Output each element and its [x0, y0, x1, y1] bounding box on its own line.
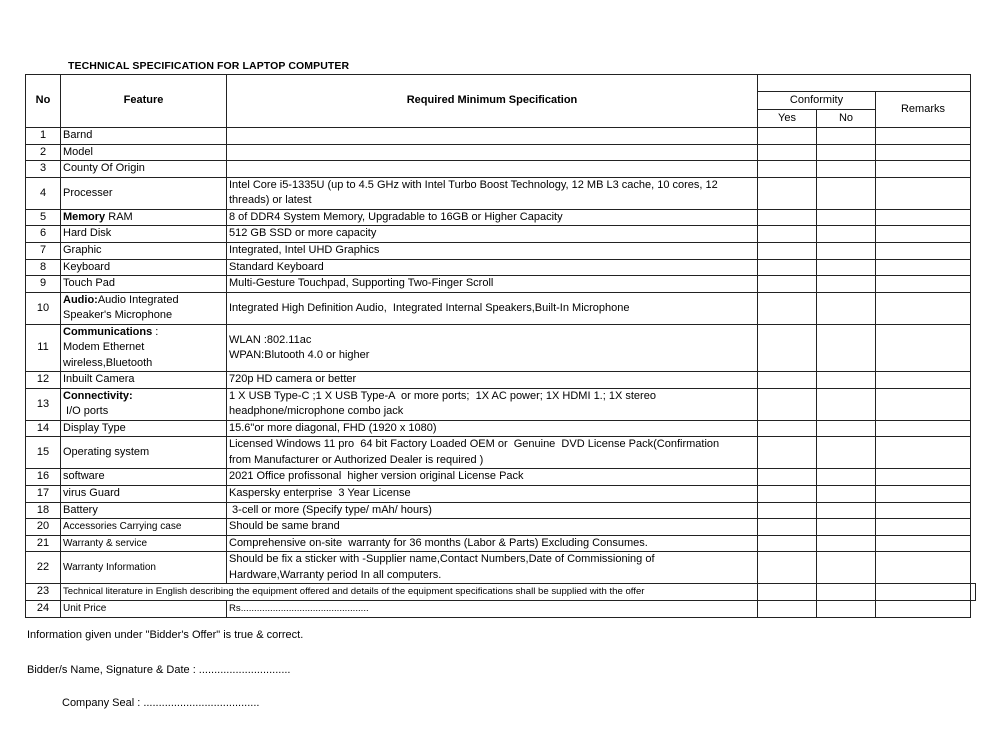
spec-text: Integrated, Intel UHD Graphics	[229, 244, 380, 257]
conformity-yes-cell[interactable]	[758, 161, 817, 178]
remarks-cell[interactable]	[876, 161, 971, 178]
feature-label-line: wireless,Bluetooth	[63, 356, 153, 369]
table-row	[26, 535, 976, 552]
table-row	[26, 161, 976, 178]
feature-cell	[61, 259, 227, 276]
row-number: 3	[26, 161, 61, 178]
table-row	[26, 276, 976, 293]
feature-label	[63, 486, 224, 502]
feature-label-text: Battery	[63, 503, 98, 516]
conformity-no-cell[interactable]	[817, 128, 876, 145]
feature-label-text: Touch Pad	[63, 277, 115, 290]
spec-cell	[227, 128, 758, 145]
table-row	[26, 388, 976, 420]
spec-text: 8 of DDR4 System Memory, Upgradable to 16GB or Higher Capacity	[229, 210, 563, 223]
feature-cell	[61, 276, 227, 293]
feature-label-line: Speaker's Microphone	[63, 309, 173, 322]
feature-cell	[61, 324, 227, 372]
table-row	[26, 486, 976, 503]
remarks-cell[interactable]	[876, 226, 971, 243]
table-row	[26, 552, 976, 584]
table-row	[26, 144, 976, 161]
feature-cell	[61, 420, 227, 437]
feature-cell	[61, 437, 227, 469]
spec-cell	[227, 242, 758, 259]
row-number: 9	[26, 276, 61, 293]
row-number: 20	[26, 519, 61, 536]
spec-cell	[227, 601, 758, 618]
feature-label	[63, 519, 224, 535]
conformity-no-cell[interactable]	[817, 388, 876, 420]
conformity-yes-cell[interactable]	[758, 209, 817, 226]
remarks-cell[interactable]	[876, 519, 971, 536]
spec-text: 2021 Office profissonal higher version original License Pack	[229, 470, 524, 483]
signature-line: Bidder/s Name, Signature & Date : ..............................	[27, 664, 291, 676]
conformity-yes-cell[interactable]	[758, 226, 817, 243]
feature-label-text: Audio Integrated	[97, 293, 179, 306]
feature-label-text: Inbuilt Camera	[63, 373, 135, 386]
header-no-conformity: No	[817, 110, 876, 128]
feature-cell	[61, 144, 227, 161]
table-row	[26, 128, 976, 145]
conformity-yes-cell[interactable]	[758, 486, 817, 503]
feature-label-text: RAM	[105, 210, 133, 223]
spec-line: Hardware,Warranty period In all computers.	[229, 568, 442, 581]
conformity-no-cell[interactable]	[817, 226, 876, 243]
remarks-cell[interactable]	[876, 502, 971, 519]
feature-label	[63, 560, 224, 576]
row-number: 17	[26, 486, 61, 503]
feature-label	[63, 128, 224, 144]
header-remarks: Remarks	[876, 92, 971, 128]
feature-cell	[61, 161, 227, 178]
feature-label-text: Unit Price	[63, 603, 107, 615]
spec-text: Comprehensive on-site warranty for 36 months (Labor & Parts) Excluding Consumes.	[229, 536, 648, 549]
feature-cell	[61, 469, 227, 486]
table-row	[26, 584, 976, 601]
conformity-no-cell[interactable]	[817, 324, 876, 372]
row-number: 22	[26, 552, 61, 584]
remarks-cell[interactable]	[876, 324, 971, 372]
row-number: 2	[26, 144, 61, 161]
row-number: 24	[26, 601, 61, 618]
feature-cell	[61, 388, 227, 420]
row-number: 8	[26, 259, 61, 276]
feature-label-bold: Memory	[63, 210, 106, 223]
feature-label-text: Processer	[63, 186, 113, 199]
feature-label-bold: Audio:	[63, 293, 98, 306]
conformity-yes-cell[interactable]	[758, 324, 817, 372]
spec-cell	[227, 324, 758, 372]
feature-label	[63, 293, 224, 309]
feature-cell	[61, 177, 227, 209]
declaration-text: Information given under "Bidder's Offer" is true & correct.	[27, 629, 304, 641]
feature-label-text: Warranty Information	[63, 562, 156, 574]
conformity-no-cell[interactable]	[817, 144, 876, 161]
table-row	[26, 601, 976, 618]
spec-text: 3-cell or more (Specify type/ mAh/ hours)	[229, 503, 432, 516]
feature-label	[63, 389, 224, 405]
remarks-cell[interactable]	[876, 420, 971, 437]
feature-label-text: Warranty & service	[63, 537, 148, 549]
remarks-cell[interactable]	[876, 601, 971, 618]
feature-label-line: I/O ports	[63, 405, 109, 418]
table-row	[26, 372, 976, 389]
spec-text: 720p HD camera or better	[229, 373, 357, 386]
remarks-cell[interactable]	[876, 128, 971, 145]
table-row	[26, 242, 976, 259]
conformity-yes-cell[interactable]	[758, 388, 817, 420]
feature-label	[63, 226, 224, 242]
feature-label-bold: Connectivity:	[63, 389, 133, 402]
feature-label-text: Keyboard	[63, 260, 111, 273]
conformity-no-cell[interactable]	[817, 437, 876, 469]
header-feature: Feature	[61, 75, 227, 128]
table-row	[26, 292, 976, 324]
feature-cell	[61, 535, 227, 552]
conformity-yes-cell[interactable]	[758, 259, 817, 276]
remarks-cell[interactable]	[876, 437, 971, 469]
header-yes: Yes	[758, 110, 817, 128]
conformity-no-cell[interactable]	[876, 584, 971, 601]
spec-cell	[227, 209, 758, 226]
spec-line: threads) or latest	[229, 194, 312, 207]
conformity-yes-cell[interactable]	[758, 552, 817, 584]
spec-text: 15.6"or more diagonal, FHD (1920 x 1080)	[229, 421, 437, 434]
conformity-no-cell[interactable]	[817, 502, 876, 519]
remarks-cell[interactable]	[876, 552, 971, 584]
remarks-cell[interactable]	[876, 388, 971, 420]
conformity-yes-cell[interactable]	[758, 502, 817, 519]
remarks-cell[interactable]	[876, 276, 971, 293]
row-number: 4	[26, 177, 61, 209]
header-blank	[758, 75, 971, 92]
conformity-yes-cell[interactable]	[758, 535, 817, 552]
spec-line: WLAN :802.11ac	[229, 333, 312, 346]
table-row	[26, 437, 976, 469]
feature-label-text: Hard Disk	[63, 227, 112, 240]
remarks-cell[interactable]	[876, 469, 971, 486]
feature-cell	[61, 601, 227, 618]
feature-label	[63, 503, 224, 519]
row-number: 12	[26, 372, 61, 389]
feature-label-text: Accessories Carrying case	[63, 521, 182, 533]
spec-line: WPAN:Blutooth 4.0 or higher	[229, 349, 370, 361]
feature-label	[63, 186, 224, 202]
feature-label	[63, 372, 224, 388]
spec-cell	[227, 535, 758, 552]
remarks-cell[interactable]	[876, 292, 971, 324]
feature-label	[63, 161, 224, 177]
feature-cell	[61, 242, 227, 259]
spec-text: Should be same brand	[229, 520, 340, 533]
conformity-no-cell[interactable]	[817, 552, 876, 584]
conformity-no-cell[interactable]	[817, 209, 876, 226]
spec-text: Standard Keyboard	[229, 260, 324, 273]
conformity-yes-cell[interactable]	[817, 584, 876, 601]
feature-cell	[61, 128, 227, 145]
spec-line: 1 X USB Type-C ;1 X USB Type-A or more ports; 1X AC power; 1X HDMI 1.; 1X stereo	[229, 389, 656, 402]
feature-cell	[61, 209, 227, 226]
feature-label	[63, 260, 224, 276]
spec-line: Should be fix a sticker with -Supplier name,Contact Numbers,Date of Commissioning of	[229, 553, 655, 566]
row-number: 21	[26, 535, 61, 552]
feature-label-text: Operating system	[63, 446, 150, 459]
feature-label	[63, 469, 224, 485]
spec-cell	[227, 469, 758, 486]
conformity-no-cell[interactable]	[817, 420, 876, 437]
feature-label-text: County Of Origin	[63, 162, 145, 175]
conformity-no-cell[interactable]	[817, 372, 876, 389]
feature-label	[63, 243, 224, 259]
conformity-no-cell[interactable]	[817, 259, 876, 276]
conformity-yes-cell[interactable]	[758, 372, 817, 389]
table-row	[26, 519, 976, 536]
conformity-yes-cell[interactable]	[758, 519, 817, 536]
feature-label-text: :	[152, 325, 159, 338]
feature-label-text: software	[63, 470, 105, 483]
spec-cell	[227, 388, 758, 420]
feature-label	[63, 601, 224, 617]
spec-cell	[227, 420, 758, 437]
conformity-yes-cell[interactable]	[758, 437, 817, 469]
spec-cell	[227, 177, 758, 209]
full-width-note: Technical literature in English describing the equipment offered and details of the equipment specifications shall be supplied with the offer	[61, 584, 758, 601]
remarks-cell[interactable]	[971, 584, 976, 601]
conformity-yes-cell[interactable]	[758, 242, 817, 259]
spec-cell	[227, 276, 758, 293]
feature-label-bold: Communications	[63, 325, 153, 338]
table-row	[26, 209, 976, 226]
remarks-cell[interactable]	[876, 144, 971, 161]
header-no: No	[26, 75, 61, 128]
feature-cell	[61, 502, 227, 519]
spec-cell-empty	[758, 584, 817, 601]
feature-cell	[61, 486, 227, 503]
row-number: 13	[26, 388, 61, 420]
row-number: 6	[26, 226, 61, 243]
table-row	[26, 420, 976, 437]
conformity-no-cell[interactable]	[817, 177, 876, 209]
conformity-yes-cell[interactable]	[758, 420, 817, 437]
spec-line: Intel Core i5-1335U (up to 4.5 GHz with Intel Turbo Boost Technology, 12 MB L3 cache, 10 cores, 12	[229, 178, 718, 191]
feature-label-text: Graphic	[63, 244, 102, 257]
table-row	[26, 177, 976, 209]
feature-label	[63, 210, 224, 226]
row-number: 23	[26, 584, 61, 601]
conformity-yes-cell[interactable]	[758, 469, 817, 486]
spec-cell	[227, 502, 758, 519]
conformity-no-cell[interactable]	[817, 519, 876, 536]
spec-line: Licensed Windows 11 pro 64 bit Factory Loaded OEM or Genuine DVD License Pack(Confirmation	[229, 438, 720, 451]
conformity-no-cell[interactable]	[817, 292, 876, 324]
table-row	[26, 259, 976, 276]
conformity-yes-cell[interactable]	[758, 601, 817, 618]
feature-label	[63, 145, 224, 161]
spec-cell	[227, 144, 758, 161]
conformity-no-cell[interactable]	[817, 486, 876, 503]
row-number: 5	[26, 209, 61, 226]
table-row	[26, 324, 976, 372]
row-number: 7	[26, 242, 61, 259]
spec-cell	[227, 292, 758, 324]
feature-cell	[61, 226, 227, 243]
row-number: 11	[26, 324, 61, 372]
feature-label-text: Barnd	[63, 129, 93, 142]
conformity-yes-cell[interactable]	[758, 276, 817, 293]
row-number: 1	[26, 128, 61, 145]
spec-cell	[227, 519, 758, 536]
table-row	[26, 469, 976, 486]
spec-cell	[227, 372, 758, 389]
feature-cell	[61, 519, 227, 536]
row-number: 16	[26, 469, 61, 486]
spec-text: 512 GB SSD or more capacity	[229, 227, 377, 240]
specification-table	[25, 74, 976, 618]
conformity-no-cell[interactable]	[817, 161, 876, 178]
spec-text: Kaspersky enterprise 3 Year License	[229, 487, 411, 500]
feature-label	[63, 421, 224, 437]
spec-cell	[227, 161, 758, 178]
row-number: 15	[26, 437, 61, 469]
remarks-cell[interactable]	[876, 372, 971, 389]
feature-label	[63, 276, 224, 292]
spec-line: headphone/microphone combo jack	[229, 405, 404, 418]
feature-label-line: Modem Ethernet	[63, 341, 145, 354]
feature-label-text: virus Guard	[63, 487, 120, 500]
conformity-no-cell[interactable]	[817, 469, 876, 486]
remarks-cell[interactable]	[876, 259, 971, 276]
feature-cell	[61, 292, 227, 324]
conformity-no-cell[interactable]	[817, 601, 876, 618]
row-number: 10	[26, 292, 61, 324]
conformity-no-cell[interactable]	[817, 242, 876, 259]
spec-text: Rs................................................	[229, 603, 369, 615]
feature-label-text: Model	[63, 145, 93, 158]
company-seal-line: Company Seal : ......................................	[62, 697, 260, 709]
conformity-no-cell[interactable]	[817, 276, 876, 293]
conformity-yes-cell[interactable]	[758, 292, 817, 324]
table-row	[26, 226, 976, 243]
header-spec: Required Minimum Specification	[227, 75, 758, 128]
conformity-yes-cell[interactable]	[758, 144, 817, 161]
remarks-cell[interactable]	[876, 242, 971, 259]
document-title: TECHNICAL SPECIFICATION FOR LAPTOP COMPUTER	[68, 60, 350, 72]
row-number: 14	[26, 420, 61, 437]
feature-label-text: Display Type	[63, 421, 126, 434]
header-conformity: Conformity	[758, 92, 876, 110]
row-number: 18	[26, 502, 61, 519]
conformity-no-cell[interactable]	[817, 535, 876, 552]
spec-text: Integrated High Definition Audio, Integrated Internal Speakers,Built-In Microphone	[229, 301, 630, 314]
remarks-cell[interactable]	[876, 535, 971, 552]
spec-cell	[227, 486, 758, 503]
spec-cell	[227, 552, 758, 584]
remarks-cell[interactable]	[876, 209, 971, 226]
table-row	[26, 502, 976, 519]
spec-line: from Manufacturer or Authorized Dealer is required )	[229, 453, 484, 466]
remarks-cell[interactable]	[876, 486, 971, 503]
conformity-yes-cell[interactable]	[758, 128, 817, 145]
conformity-yes-cell[interactable]	[758, 177, 817, 209]
feature-label	[63, 325, 224, 341]
feature-label	[63, 536, 224, 552]
feature-label	[63, 445, 224, 461]
spec-cell	[227, 226, 758, 243]
feature-cell	[61, 372, 227, 389]
spec-text: Multi-Gesture Touchpad, Supporting Two-Finger Scroll	[229, 277, 494, 290]
spec-cell	[227, 259, 758, 276]
feature-cell	[61, 552, 227, 584]
remarks-cell[interactable]	[876, 177, 971, 209]
spec-cell	[227, 437, 758, 469]
